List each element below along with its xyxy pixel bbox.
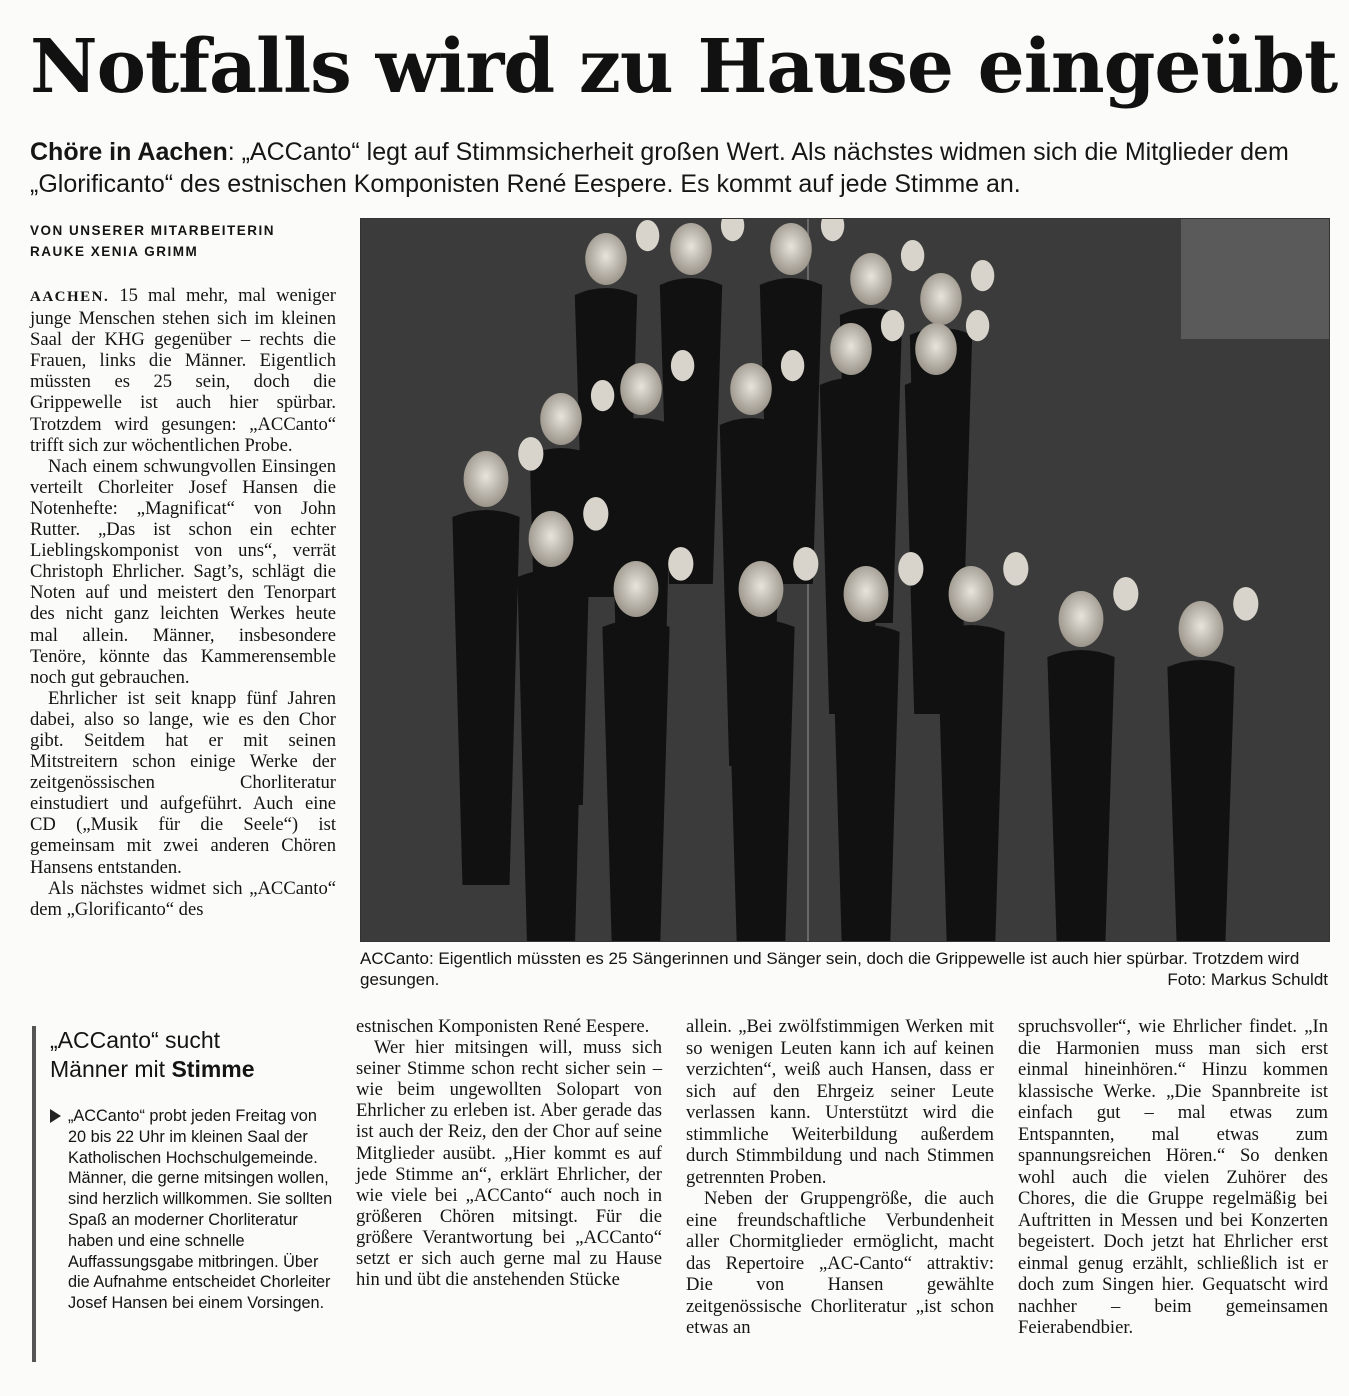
article-column-3 <box>686 1016 994 1339</box>
paragraph: allein. „Bei zwölfstimmigen Werken mit so wenigen Leuten kann ich auf keinen verzichten“, weiß auch Hansen, dass er sich auf den Ehrgeiz seiner Leute verlassen kann. Unterstützt wird die stimmliche Weiterbildung außerdem durch Stimmbildung und nach Stimmen getrennten Proben. <box>686 1016 994 1188</box>
singer-face <box>614 561 659 617</box>
paragraph: spruchsvoller“, wie Ehrlicher findet. „In die Harmonien muss man sich erst einmal hineinhören.“ Hinzu kommen klassische Werke. „Die Spannbreite ist einfach gut – mal etwas zum Entspannten, mal etwas zum spannungsreichen Hören.“ So denken wohl auch die vielen Zuhörer des Chores, die die Gruppe regelmäßig bei Auftritten in Messen und bei Konzerten begeistert. Doch jetzt hat Ehrlicher erst einmal genug erzählt, schließlich ist er doch zum Singen hier. Gequatscht wird nachher – beim gemeinsamen Feierabendbier. <box>1018 1016 1328 1338</box>
paragraph: Als nächstes widmet sich „ACCanto“ dem „Glorificanto“ des <box>30 877 336 920</box>
info-box-text: „ACCanto“ probt jeden Freitag von 20 bis 22 Uhr im kleinen Saal der Katholischen Hochschulgemeinde. Männer, die gerne mitsingen wollen, sind herzlich willkommen. Sie sollten Spaß an moderner Chorliteratur haben und eine schnelle Auffassungsgabe mitbringen. Über die Aufnahme entscheidet Chorleiter Josef Hansen bei einem Vorsingen. <box>68 1107 333 1313</box>
singer-body <box>832 625 899 941</box>
singer-face <box>620 363 662 415</box>
article-column-1 <box>30 285 336 920</box>
singer-body <box>452 510 519 885</box>
singer-face <box>464 451 509 507</box>
singer-face <box>585 233 627 285</box>
singer-face <box>540 393 582 445</box>
singer-face <box>730 363 772 415</box>
paragraph: Ehrlicher ist seit knapp fünf Jahren dabei, also so lange, wie es den Chor gibt. Seitdem hat er mit seinen Mitstreitern schon einige Werke der zeitgenössischen Chorliteratur einstudiert und aufgeführt. Auch eine CD („Musik für die Seele“) ist gemeinsam mit zwei anderen Chören Hansens entstanden. <box>30 687 336 878</box>
waving-hand <box>636 220 659 251</box>
singer-face <box>770 223 812 275</box>
paragraph <box>30 285 336 456</box>
photo-credit: Foto: Markus Schuldt <box>1167 970 1328 989</box>
photo-caption <box>360 948 1328 990</box>
waving-hand <box>591 380 614 411</box>
info-box-body <box>50 1106 336 1314</box>
byline-author: RAUKE XENIA GRIMM <box>30 244 199 259</box>
singer-face <box>844 566 889 622</box>
waving-hand <box>671 350 694 381</box>
waving-hand <box>898 552 923 586</box>
dateline: AACHEN. <box>30 289 110 305</box>
singer-body <box>1047 650 1114 941</box>
deck-text: : „ACCanto“ legt auf Stimmsicherheit großen Wert. Als nächstes widmen sich die Mitglieder dem „Glorificanto“ des estnischen Komponisten René Eespere. Es kommt auf jede Stimme an. <box>30 138 1289 198</box>
article-column-4 <box>1018 1016 1328 1339</box>
info-box-title <box>50 1026 336 1084</box>
waving-hand <box>881 310 904 341</box>
deck-kicker: Chöre in Aachen <box>30 138 228 166</box>
paragraph: Neben der Gruppengröße, die auch eine freundschaftliche Verbundenheit aller Chormitglieder ermöglicht, macht das Repertoire „AC-Canto“ attraktiv: Die von Hansen gewählte zeitgenössische Chorliteratur „ist schon etwas an <box>686 1188 994 1338</box>
singer-face <box>529 511 574 567</box>
singer-body <box>1167 660 1234 941</box>
waving-hand <box>781 350 804 381</box>
info-box-title-bold: Stimme <box>171 1056 255 1082</box>
singer-face <box>949 566 994 622</box>
singer-body <box>727 620 794 941</box>
caption-text: ACCanto: Eigentlich müssten es 25 Sängerinnen und Sänger sein, doch die Grippewelle ist auch hier spürbar. Trotzdem wird gesungen. <box>360 949 1300 989</box>
paragraph: Nach einem schwungvollen Einsingen verteilt Chorleiter Josef Hansen die Notenhefte: „Magnificat“ von John Rutter. „Das ist schon ein echter Lieblingskomponist von uns“, verrät Christoph Ehrlicher. Sagt’s, schlägt die Noten auf und meistert den Tenorpart des nicht ganz leichten Werkes heute mal allein. Männer, insbesondere Tenöre, könnte das Kammerensemble noch gut gebrauchen. <box>30 455 336 688</box>
info-box-title-plain: Männer mit <box>50 1056 172 1082</box>
singer-face <box>850 253 892 305</box>
paragraph: estnischen Komponisten René Eespere. <box>356 1016 650 1037</box>
waving-hand <box>583 497 608 531</box>
byline <box>30 220 330 262</box>
info-box-title-line1: „ACCanto“ sucht <box>50 1027 221 1053</box>
singer-face <box>830 323 872 375</box>
waving-hand <box>518 437 543 471</box>
article-column-2 <box>356 1016 662 1290</box>
singer-face <box>739 561 784 617</box>
waving-hand <box>901 240 924 271</box>
singer-face <box>1059 591 1104 647</box>
waving-hand <box>1233 587 1258 621</box>
singer-body <box>517 570 584 941</box>
headline: Notfalls wird zu Hause eingeübt <box>30 24 1338 110</box>
deck <box>30 136 1330 200</box>
waving-hand <box>793 547 818 581</box>
singer-face <box>920 273 962 325</box>
paragraph: Wer hier mitsingen will, muss sich seiner Stimme schon recht sicher sein – wie beim ungewollten Solopart von Ehrlicher zu erleben ist. Aber gerade das ist auch der Reiz, den der Chor auf seine Mitglieder ausübt. „Hier kommt es auf jede Stimme an“, erklärt Ehrlicher, der wie viele bei „ACCanto“ auch noch in größeren Chören mitsingt. Für die größere Verantwortung bei „ACCanto“ setzt er sich auch gerne mal zu Hause hin und übt die anstehenden Stücke <box>356 1037 662 1291</box>
choir-photo <box>360 218 1330 942</box>
waving-hand <box>1003 552 1028 586</box>
singer-body <box>937 625 1004 941</box>
singer-body <box>602 620 669 941</box>
waving-hand <box>668 547 693 581</box>
singer-face <box>915 323 957 375</box>
info-box-title-line2 <box>50 1055 336 1084</box>
arrow-right-icon <box>50 1109 61 1123</box>
info-box <box>32 1026 336 1362</box>
singer-face <box>1179 601 1224 657</box>
waving-hand <box>971 260 994 291</box>
waving-hand <box>966 310 989 341</box>
byline-role: VON UNSERER MITARBEITERIN <box>30 223 276 238</box>
singer-face <box>670 223 712 275</box>
waving-hand <box>1113 577 1138 611</box>
choir-photo-illustration <box>361 219 1329 941</box>
paragraph-text: 15 mal mehr, mal weniger junge Menschen stehen sich im kleinen Saal der KHG gegenüber – rechts die Frauen, links die Männer. Eigentlich müssten es 25 sein, doch die Grippewelle ist auch hier spürbar. Trotzdem wird gesungen: „ACCanto“ trifft sich zur wöchentlichen Probe. <box>30 285 336 456</box>
